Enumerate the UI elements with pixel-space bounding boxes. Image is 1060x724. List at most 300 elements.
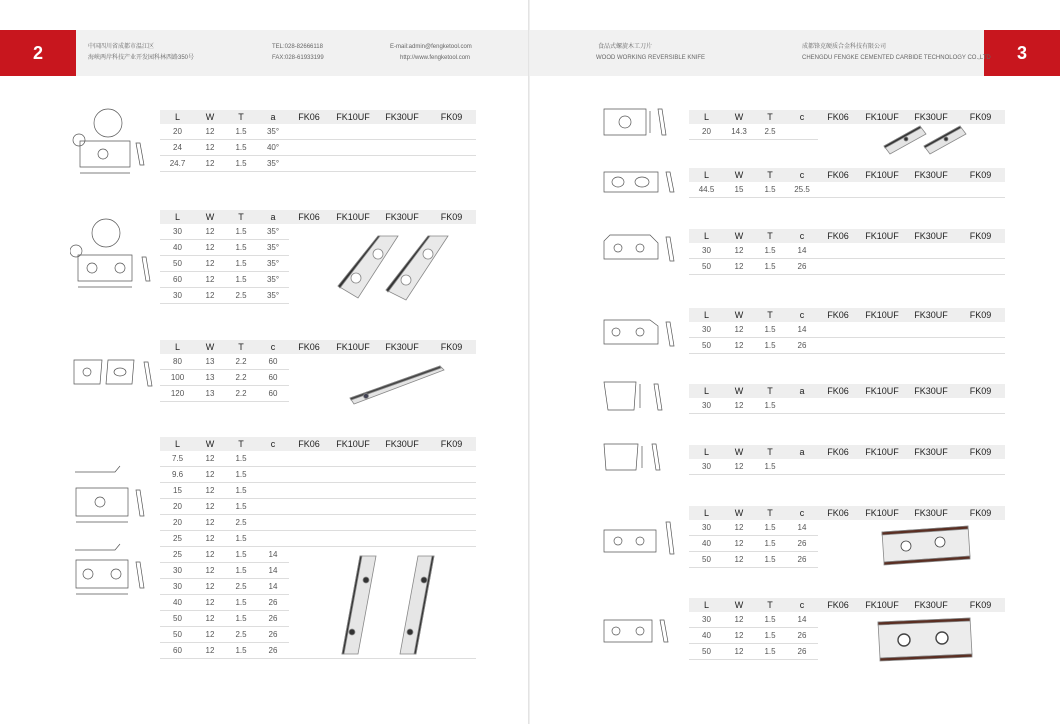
- cell: 1.5: [754, 612, 786, 628]
- cell: 15: [160, 483, 195, 499]
- table-row: [160, 451, 476, 467]
- cell: 35°: [257, 288, 289, 304]
- col-header: L: [689, 110, 724, 124]
- cell: [257, 483, 289, 499]
- cell: 26: [257, 627, 289, 643]
- cell: [257, 531, 289, 547]
- cell: 1.5: [225, 483, 257, 499]
- cell: 30: [160, 224, 195, 240]
- grade-header: FK10UF: [858, 445, 906, 459]
- cell: [257, 467, 289, 483]
- cell: 2.2: [225, 370, 257, 386]
- col-header: c: [257, 437, 289, 451]
- grade-header: FK10UF: [858, 168, 906, 182]
- cell: 12: [195, 451, 225, 467]
- cell: 1.5: [225, 499, 257, 515]
- cell: 25.5: [786, 182, 818, 198]
- grade-header: FK30UF: [906, 308, 956, 322]
- product-photo-r8: [874, 614, 998, 662]
- grade-header: FK06: [289, 340, 329, 354]
- grade-header: FK06: [818, 384, 858, 398]
- cell: 1.5: [225, 467, 257, 483]
- table-header-row: [689, 229, 1005, 243]
- cell: 35°: [257, 272, 289, 288]
- cell: 50: [689, 644, 724, 660]
- col-header: W: [195, 340, 225, 354]
- spec-table-r5: [689, 384, 1005, 414]
- cell: 14.3: [724, 124, 754, 140]
- grade-header: FK30UF: [377, 210, 427, 224]
- cell: 26: [786, 536, 818, 552]
- cell: 26: [257, 611, 289, 627]
- cell: 50: [160, 611, 195, 627]
- cell: 12: [724, 322, 754, 338]
- cell: 12: [724, 398, 754, 414]
- table-header-row: [689, 506, 1005, 520]
- cell: 26: [786, 628, 818, 644]
- cell: 12: [195, 483, 225, 499]
- cell: 50: [689, 338, 724, 354]
- cell: 13: [195, 354, 225, 370]
- col-header: T: [754, 110, 786, 124]
- grade-header: FK09: [427, 340, 476, 354]
- grade-header: FK10UF: [329, 437, 377, 451]
- grade-header: FK09: [427, 437, 476, 451]
- grade-header: FK06: [818, 168, 858, 182]
- grade-header: FK09: [956, 229, 1005, 243]
- col-header: T: [225, 110, 257, 124]
- title-cn: 食品式螺旋木工刀片: [598, 44, 653, 50]
- grade-header: FK09: [956, 445, 1005, 459]
- product-photo-2: [330, 228, 470, 304]
- cell: 14: [257, 547, 289, 563]
- cell: 2.5: [225, 627, 257, 643]
- col-header: c: [786, 229, 818, 243]
- cell: 30: [689, 398, 724, 414]
- cell: 1.5: [754, 243, 786, 259]
- cell: 1.5: [225, 272, 257, 288]
- email-link[interactable]: E-mail:admin@fengketool.com: [390, 44, 472, 50]
- col-header: L: [160, 437, 195, 451]
- knife-sketch-2: [70, 213, 160, 298]
- col-header: L: [160, 110, 195, 124]
- cell: 12: [195, 240, 225, 256]
- cell: 40: [160, 595, 195, 611]
- grade-header: FK10UF: [329, 110, 377, 124]
- cell: 1.5: [754, 338, 786, 354]
- table-row: [160, 124, 476, 140]
- cell: 26: [786, 338, 818, 354]
- cell: 12: [195, 499, 225, 515]
- grade-header: FK06: [818, 506, 858, 520]
- cell: 12: [724, 552, 754, 568]
- cell: 2.5: [225, 579, 257, 595]
- cell: 50: [689, 552, 724, 568]
- cell: 40: [689, 536, 724, 552]
- col-header: W: [195, 110, 225, 124]
- col-header: T: [225, 437, 257, 451]
- cell: 15: [724, 182, 754, 198]
- grade-header: FK06: [818, 110, 858, 124]
- grade-header: FK30UF: [377, 110, 427, 124]
- cell: 12: [195, 531, 225, 547]
- col-header: c: [257, 340, 289, 354]
- title-en: WOOD WORKING REVERSIBLE KNIFE: [596, 55, 706, 61]
- cell: 1.5: [225, 224, 257, 240]
- col-header: c: [786, 168, 818, 182]
- cell: 26: [257, 595, 289, 611]
- cell: 1.5: [754, 398, 786, 414]
- table-header-row: [689, 384, 1005, 398]
- col-header: T: [754, 445, 786, 459]
- col-header: W: [724, 168, 754, 182]
- col-header: L: [689, 229, 724, 243]
- col-header: L: [160, 210, 195, 224]
- product-photo-3: [346, 362, 450, 406]
- table-row: [689, 398, 1005, 414]
- col-header: T: [225, 210, 257, 224]
- page-number-right: 3: [984, 30, 1060, 76]
- spec-table-r3: [689, 229, 1005, 275]
- col-header: a: [257, 210, 289, 224]
- knife-sketch-3: [70, 350, 160, 400]
- cell: 20: [160, 124, 195, 140]
- spec-table-r4: [689, 308, 1005, 354]
- cell: 1.5: [225, 595, 257, 611]
- cell: 14: [257, 579, 289, 595]
- col-header: W: [724, 110, 754, 124]
- grade-header: FK10UF: [858, 308, 906, 322]
- cell: [786, 398, 818, 414]
- product-photo-r7: [876, 522, 996, 566]
- table-row: [160, 515, 476, 531]
- cell: 30: [689, 243, 724, 259]
- cell: 50: [689, 259, 724, 275]
- cell: 35°: [257, 224, 289, 240]
- col-header: W: [195, 210, 225, 224]
- grade-header: FK09: [956, 598, 1005, 612]
- col-header: L: [689, 308, 724, 322]
- cell: 12: [195, 224, 225, 240]
- cell: 40: [160, 240, 195, 256]
- cell: 12: [195, 611, 225, 627]
- table-row: [689, 182, 1005, 198]
- cell: [786, 124, 818, 140]
- cell: 12: [195, 140, 225, 156]
- knife-sketch-r2: [600, 162, 690, 202]
- table-row: [160, 140, 476, 156]
- table-header-row: [689, 598, 1005, 612]
- table-row: [689, 322, 1005, 338]
- cell: 13: [195, 370, 225, 386]
- cell: 1.5: [225, 611, 257, 627]
- cell: 14: [257, 563, 289, 579]
- table-row: [689, 459, 1005, 475]
- table-header-row: [160, 210, 476, 224]
- col-header: L: [160, 340, 195, 354]
- cell: 35°: [257, 256, 289, 272]
- page-number-left: 2: [0, 30, 76, 76]
- cell: 1.5: [225, 563, 257, 579]
- grade-header: FK06: [818, 308, 858, 322]
- address-line-2: 海峡两岸科技产业开发园科林西路350号: [88, 55, 195, 61]
- col-header: W: [724, 506, 754, 520]
- cell: 12: [195, 156, 225, 172]
- table-header-row: [689, 308, 1005, 322]
- cell: 12: [195, 467, 225, 483]
- cell: 25: [160, 547, 195, 563]
- spec-table-1: [160, 110, 476, 172]
- right-page: [530, 0, 1060, 724]
- cell: 50: [160, 256, 195, 272]
- grade-header: FK06: [289, 210, 329, 224]
- cell: 26: [786, 644, 818, 660]
- cell: 1.5: [754, 552, 786, 568]
- cell: 80: [160, 354, 195, 370]
- knife-sketch-r1: [600, 105, 690, 145]
- grade-header: FK10UF: [858, 110, 906, 124]
- cell: 26: [786, 552, 818, 568]
- cell: 1.5: [754, 322, 786, 338]
- col-header: W: [724, 229, 754, 243]
- cell: [786, 459, 818, 475]
- grade-header: FK10UF: [858, 506, 906, 520]
- table-row: [689, 243, 1005, 259]
- grade-header: FK09: [427, 210, 476, 224]
- cell: 12: [195, 272, 225, 288]
- grade-header: FK09: [956, 168, 1005, 182]
- grade-header: FK06: [818, 598, 858, 612]
- cell: 2.2: [225, 386, 257, 402]
- cell: 12: [195, 579, 225, 595]
- grade-header: FK30UF: [377, 437, 427, 451]
- grade-header: FK30UF: [906, 110, 956, 124]
- knife-sketch-4: [70, 456, 160, 526]
- col-header: a: [786, 445, 818, 459]
- cell: 1.5: [225, 451, 257, 467]
- cell: 1.5: [225, 547, 257, 563]
- cell: 12: [724, 628, 754, 644]
- knife-sketch-r6: [600, 440, 690, 480]
- cell: 20: [160, 515, 195, 531]
- cell: 9.6: [160, 467, 195, 483]
- grade-header: FK09: [956, 506, 1005, 520]
- grade-header: FK06: [818, 229, 858, 243]
- col-header: L: [689, 445, 724, 459]
- col-header: T: [754, 384, 786, 398]
- knife-sketch-5: [70, 538, 160, 608]
- grade-header: FK09: [956, 308, 1005, 322]
- table-row: [160, 467, 476, 483]
- cell: 12: [195, 563, 225, 579]
- cell: 12: [195, 124, 225, 140]
- cell: 60: [257, 370, 289, 386]
- grade-header: FK06: [289, 110, 329, 124]
- cell: 1.5: [225, 531, 257, 547]
- grade-header: FK10UF: [329, 210, 377, 224]
- fax: FAX:028-61933199: [272, 55, 324, 61]
- cell: 1.5: [754, 536, 786, 552]
- tel: TEL:028-82666118: [272, 44, 323, 50]
- grade-header: FK30UF: [906, 168, 956, 182]
- col-header: W: [195, 437, 225, 451]
- cell: 1.5: [225, 256, 257, 272]
- table-row: [160, 531, 476, 547]
- address-line-1: 中国四川省成都市温江区: [88, 44, 155, 50]
- grade-header: FK10UF: [858, 598, 906, 612]
- cell: 35°: [257, 124, 289, 140]
- cell: 14: [786, 612, 818, 628]
- col-header: c: [786, 308, 818, 322]
- cell: 1.5: [754, 520, 786, 536]
- grade-header: FK06: [818, 445, 858, 459]
- cell: 12: [724, 243, 754, 259]
- knife-sketch-r8: [600, 610, 690, 654]
- cell: 30: [160, 288, 195, 304]
- col-header: L: [689, 598, 724, 612]
- cell: [257, 451, 289, 467]
- col-header: T: [754, 506, 786, 520]
- table-row: [160, 156, 476, 172]
- cell: 26: [786, 259, 818, 275]
- cell: 1.5: [754, 644, 786, 660]
- cell: 12: [724, 612, 754, 628]
- cell: [257, 515, 289, 531]
- grade-header: FK10UF: [858, 229, 906, 243]
- col-header: T: [754, 598, 786, 612]
- cell: 12: [724, 520, 754, 536]
- cell: 60: [160, 272, 195, 288]
- cell: 30: [689, 322, 724, 338]
- col-header: W: [724, 308, 754, 322]
- grade-header: FK09: [956, 384, 1005, 398]
- cell: 40°: [257, 140, 289, 156]
- product-photo-r1: [880, 122, 990, 156]
- cell: 60: [257, 386, 289, 402]
- col-header: L: [689, 506, 724, 520]
- table-header-row: [160, 340, 476, 354]
- company-en: CHENGDU FENGKE CEMENTED CARBIDE TECHNOLOGY CO.,LTD: [802, 55, 991, 61]
- col-header: c: [786, 506, 818, 520]
- cell: 2.5: [754, 124, 786, 140]
- grade-header: FK30UF: [906, 445, 956, 459]
- col-header: c: [786, 598, 818, 612]
- cell: 12: [195, 627, 225, 643]
- cell: 2.5: [225, 515, 257, 531]
- grade-header: FK30UF: [377, 340, 427, 354]
- grade-header: FK30UF: [906, 229, 956, 243]
- cell: 20: [160, 499, 195, 515]
- col-header: W: [724, 384, 754, 398]
- cell: 14: [786, 322, 818, 338]
- col-header: T: [754, 168, 786, 182]
- cell: 12: [724, 459, 754, 475]
- knife-sketch-r3: [600, 225, 690, 273]
- cell: 1.5: [754, 259, 786, 275]
- cell: 30: [689, 459, 724, 475]
- cell: 30: [160, 579, 195, 595]
- knife-sketch-r4: [600, 306, 690, 354]
- cell: 40: [689, 628, 724, 644]
- cell: [257, 499, 289, 515]
- company-cn: 成都锋克硬质合金科技有限公司: [802, 44, 887, 50]
- cell: 12: [195, 595, 225, 611]
- knife-sketch-r5: [600, 378, 690, 418]
- col-header: a: [786, 384, 818, 398]
- cell: 50: [160, 627, 195, 643]
- col-header: T: [754, 308, 786, 322]
- cell: 12: [724, 536, 754, 552]
- cell: 60: [257, 354, 289, 370]
- cell: 1.5: [225, 140, 257, 156]
- grade-header: FK10UF: [329, 340, 377, 354]
- table-header-row: [160, 110, 476, 124]
- cell: 1.5: [225, 240, 257, 256]
- cell: 12: [724, 259, 754, 275]
- grade-header: FK10UF: [858, 384, 906, 398]
- knife-sketch-r7: [600, 518, 690, 566]
- grade-header: FK30UF: [906, 506, 956, 520]
- cell: 20: [689, 124, 724, 140]
- spec-table-r6: [689, 445, 1005, 475]
- cell: 30: [689, 612, 724, 628]
- cell: 12: [724, 338, 754, 354]
- grade-header: FK06: [289, 437, 329, 451]
- col-header: T: [225, 340, 257, 354]
- cell: 12: [195, 288, 225, 304]
- cell: 35°: [257, 240, 289, 256]
- cell: 12: [195, 643, 225, 659]
- table-row: [160, 499, 476, 515]
- cell: 1.5: [754, 459, 786, 475]
- cell: 2.5: [225, 288, 257, 304]
- cell: 35°: [257, 156, 289, 172]
- cell: 60: [160, 643, 195, 659]
- grade-header: FK09: [956, 110, 1005, 124]
- grade-header: FK30UF: [906, 384, 956, 398]
- cell: 100: [160, 370, 195, 386]
- table-row: [160, 483, 476, 499]
- cell: 30: [160, 563, 195, 579]
- cell: 2.2: [225, 354, 257, 370]
- cell: 1.5: [225, 643, 257, 659]
- cell: 1.5: [225, 124, 257, 140]
- table-row: [689, 338, 1005, 354]
- cell: 1.5: [754, 182, 786, 198]
- col-header: c: [786, 110, 818, 124]
- cell: 24: [160, 140, 195, 156]
- col-header: W: [724, 598, 754, 612]
- cell: 30: [689, 520, 724, 536]
- cell: 14: [786, 520, 818, 536]
- cell: 25: [160, 531, 195, 547]
- table-header-row: [689, 445, 1005, 459]
- cell: 12: [724, 644, 754, 660]
- col-header: L: [689, 168, 724, 182]
- website-link[interactable]: http://www.fengketool.com: [400, 55, 471, 61]
- cell: 44.5: [689, 182, 724, 198]
- cell: 12: [195, 256, 225, 272]
- cell: 120: [160, 386, 195, 402]
- grade-header: FK09: [427, 110, 476, 124]
- col-header: L: [689, 384, 724, 398]
- cell: 12: [195, 547, 225, 563]
- table-header-row: [160, 437, 476, 451]
- cell: 7.5: [160, 451, 195, 467]
- table-header-row: [689, 168, 1005, 182]
- col-header: T: [754, 229, 786, 243]
- grade-header: FK30UF: [906, 598, 956, 612]
